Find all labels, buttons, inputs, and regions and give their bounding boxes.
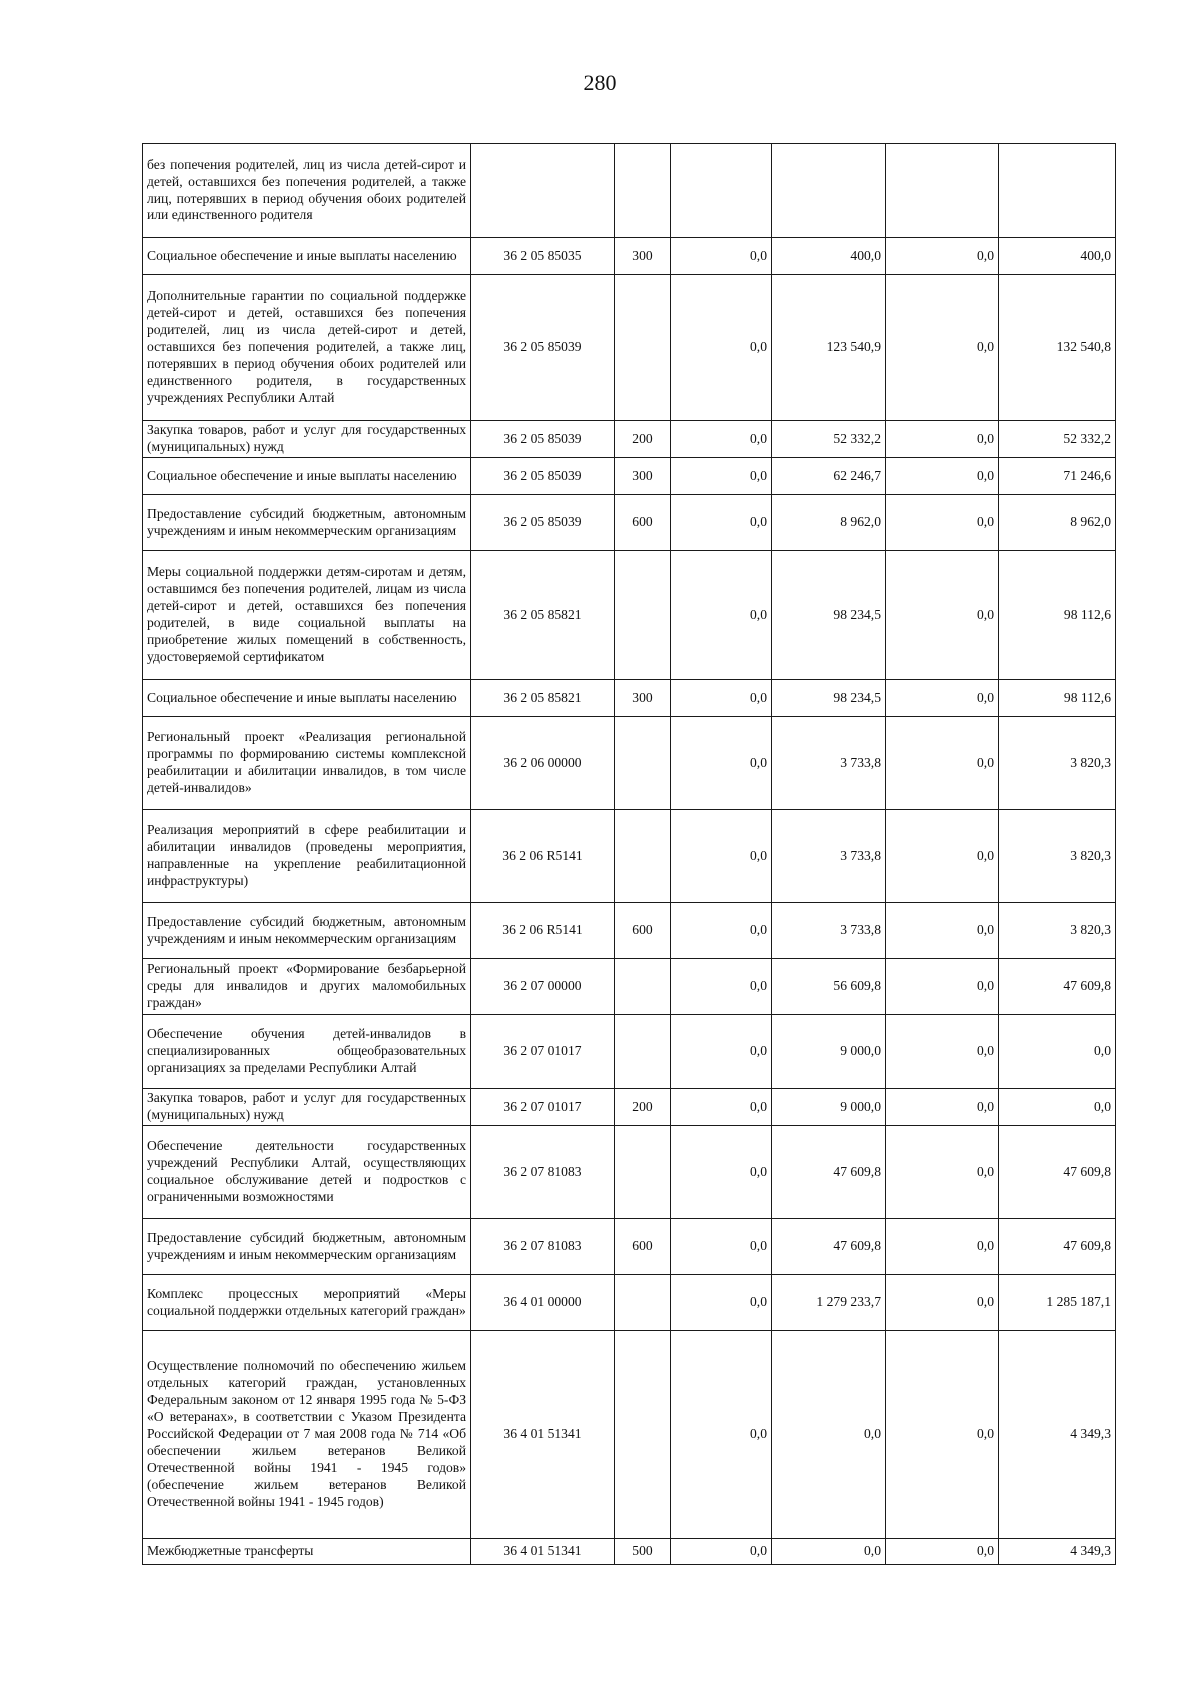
cell-expense-type [615,810,671,903]
cell-name: Предоставление субсидий бюджетным, автономным учреждениям и иным некоммерческим организациям [143,495,471,551]
cell-code: 36 2 05 85039 [471,421,615,458]
table-row [143,458,1116,495]
cell-value-1: 0,0 [671,1126,772,1219]
cell-code: 36 2 07 81083 [471,1219,615,1275]
table-row [143,144,1116,238]
cell-name: Региональный проект «Реализация региональной программы по формированию системы комплексной реабилитации и абилитации инвалидов, в том числе детей-инвалидов» [143,717,471,810]
cell-value-1: 0,0 [671,551,772,680]
cell-value-1: 0,0 [671,275,772,421]
table-row [143,421,1116,458]
table-row [143,903,1116,959]
cell-expense-type [615,1331,671,1539]
cell-expense-type [615,1126,671,1219]
cell-value-3: 0,0 [886,1539,999,1565]
cell-expense-type [615,1275,671,1331]
cell-expense-type: 600 [615,903,671,959]
cell-value-1: 0,0 [671,238,772,275]
cell-name: Осуществление полномочий по обеспечению жильем отдельных категорий граждан, установленных Федеральным законом от 12 января 1995 года № 5-ФЗ «О ветеранах», в соответствии с Указом Президента Российской Федерации от 7 мая 2008 года № 714 «Об обеспечении жильем ветеранов Великой Отечественной войны 1941 - 1945 годов» (обеспечение жильем ветеранов Великой Отечественной войны 1941 - 1945 годов) [143,1331,471,1539]
budget-table [142,143,1116,1565]
cell-code [471,144,615,238]
cell-value-2: 123 540,9 [772,275,886,421]
cell-value-4: 98 112,6 [999,680,1116,717]
cell-value-3: 0,0 [886,421,999,458]
cell-code: 36 2 07 01017 [471,1089,615,1126]
cell-code: 36 2 06 00000 [471,717,615,810]
cell-value-1: 0,0 [671,1539,772,1565]
cell-value-2: 0,0 [772,1539,886,1565]
cell-value-2: 98 234,5 [772,551,886,680]
cell-expense-type [615,717,671,810]
cell-value-2 [772,144,886,238]
cell-value-3: 0,0 [886,275,999,421]
cell-value-3: 0,0 [886,717,999,810]
table-row [143,495,1116,551]
cell-value-1: 0,0 [671,680,772,717]
cell-name: Предоставление субсидий бюджетным, автономным учреждениям и иным некоммерческим организациям [143,1219,471,1275]
table-row [143,1331,1116,1539]
cell-expense-type: 600 [615,495,671,551]
table-row [143,1015,1116,1089]
cell-value-2: 3 733,8 [772,903,886,959]
cell-code: 36 2 05 85821 [471,551,615,680]
cell-value-4: 47 609,8 [999,959,1116,1015]
cell-expense-type [615,144,671,238]
cell-value-2: 47 609,8 [772,1219,886,1275]
cell-name: Обеспечение деятельности государственных учреждений Республики Алтай, осуществляющих социальное обслуживание детей и подростков с ограниченными возможностями [143,1126,471,1219]
cell-value-4: 400,0 [999,238,1116,275]
cell-value-2: 3 733,8 [772,717,886,810]
table-row [143,717,1116,810]
cell-value-1: 0,0 [671,959,772,1015]
cell-value-1: 0,0 [671,421,772,458]
cell-value-1: 0,0 [671,1219,772,1275]
cell-value-4: 0,0 [999,1015,1116,1089]
cell-name: Реализация мероприятий в сфере реабилитации и абилитации инвалидов (проведены мероприятия, направленные на укрепление реабилитационной инфраструктуры) [143,810,471,903]
cell-value-2: 1 279 233,7 [772,1275,886,1331]
cell-value-4: 71 246,6 [999,458,1116,495]
cell-expense-type: 500 [615,1539,671,1565]
cell-code: 36 2 07 81083 [471,1126,615,1219]
cell-expense-type [615,1015,671,1089]
cell-name: Обеспечение обучения детей-инвалидов в специализированных общеобразовательных организациях за пределами Республики Алтай [143,1015,471,1089]
cell-value-4: 98 112,6 [999,551,1116,680]
table-row [143,275,1116,421]
cell-name: Социальное обеспечение и иные выплаты населению [143,458,471,495]
table-row [143,1219,1116,1275]
cell-code: 36 4 01 51341 [471,1331,615,1539]
table-row [143,551,1116,680]
cell-code: 36 2 06 R5141 [471,903,615,959]
cell-expense-type [615,275,671,421]
cell-value-3: 0,0 [886,1015,999,1089]
cell-value-4: 47 609,8 [999,1219,1116,1275]
cell-value-2: 9 000,0 [772,1089,886,1126]
cell-expense-type: 600 [615,1219,671,1275]
cell-expense-type: 200 [615,1089,671,1126]
cell-name: Социальное обеспечение и иные выплаты населению [143,238,471,275]
cell-value-3: 0,0 [886,1126,999,1219]
cell-code: 36 2 07 00000 [471,959,615,1015]
cell-name: Региональный проект «Формирование безбарьерной среды для инвалидов и других маломобильных граждан» [143,959,471,1015]
cell-value-3: 0,0 [886,903,999,959]
cell-name: Межбюджетные трансферты [143,1539,471,1565]
cell-name: Предоставление субсидий бюджетным, автономным учреждениям и иным некоммерческим организациям [143,903,471,959]
cell-value-1: 0,0 [671,717,772,810]
cell-value-4: 3 820,3 [999,810,1116,903]
table-row [143,238,1116,275]
cell-expense-type: 300 [615,680,671,717]
cell-value-4: 8 962,0 [999,495,1116,551]
cell-value-2: 62 246,7 [772,458,886,495]
cell-value-3: 0,0 [886,1219,999,1275]
table-row [143,959,1116,1015]
cell-value-2: 47 609,8 [772,1126,886,1219]
cell-value-2: 52 332,2 [772,421,886,458]
cell-value-2: 3 733,8 [772,810,886,903]
cell-value-1: 0,0 [671,495,772,551]
table-row [143,1539,1116,1565]
cell-value-4: 52 332,2 [999,421,1116,458]
table-row [143,1275,1116,1331]
cell-value-1 [671,144,772,238]
cell-value-3: 0,0 [886,495,999,551]
cell-code: 36 2 05 85039 [471,275,615,421]
cell-code: 36 2 07 01017 [471,1015,615,1089]
cell-code: 36 4 01 00000 [471,1275,615,1331]
cell-value-3: 0,0 [886,680,999,717]
cell-expense-type [615,551,671,680]
cell-value-4: 4 349,3 [999,1331,1116,1539]
cell-value-2: 0,0 [772,1331,886,1539]
cell-value-4: 3 820,3 [999,903,1116,959]
cell-code: 36 2 06 R5141 [471,810,615,903]
cell-code: 36 4 01 51341 [471,1539,615,1565]
cell-expense-type [615,959,671,1015]
cell-value-4: 0,0 [999,1089,1116,1126]
cell-value-2: 56 609,8 [772,959,886,1015]
cell-value-3: 0,0 [886,458,999,495]
cell-value-2: 400,0 [772,238,886,275]
cell-value-1: 0,0 [671,458,772,495]
cell-value-4: 132 540,8 [999,275,1116,421]
cell-expense-type: 300 [615,238,671,275]
cell-name: без попечения родителей, лиц из числа детей-сирот и детей, оставшихся без попечения родителей, а также лиц, потерявших в период обучения обоих родителей или единственного родителя [143,144,471,238]
page-number: 280 [583,70,617,95]
cell-value-3: 0,0 [886,810,999,903]
cell-value-4: 3 820,3 [999,717,1116,810]
cell-name: Дополнительные гарантии по социальной поддержке детей-сирот и детей, оставшихся без попечения родителей, лиц из числа детей-сирот и детей, оставшихся без попечения родителей, а также лиц, потерявших в период обучения обоих родителей или единственного родителя, в государственных учреждениях Республики Алтай [143,275,471,421]
cell-name: Закупка товаров, работ и услуг для государственных (муниципальных) нужд [143,421,471,458]
cell-expense-type: 300 [615,458,671,495]
cell-value-3: 0,0 [886,1275,999,1331]
cell-name: Социальное обеспечение и иные выплаты населению [143,680,471,717]
table-row [143,810,1116,903]
cell-value-3: 0,0 [886,238,999,275]
cell-value-1: 0,0 [671,810,772,903]
cell-value-4 [999,144,1116,238]
cell-value-3 [886,144,999,238]
cell-name: Меры социальной поддержки детям-сиротам и детям, оставшимся без попечения родителей, лицам из числа детей-сирот и детей, оставшихся без попечения родителей, в виде социальной выплаты на приобретение жилых помещений в собственность, удостоверяемой сертификатом [143,551,471,680]
table-row [143,680,1116,717]
cell-expense-type: 200 [615,421,671,458]
cell-value-3: 0,0 [886,1089,999,1126]
cell-code: 36 2 05 85039 [471,495,615,551]
cell-value-1: 0,0 [671,1331,772,1539]
cell-value-4: 47 609,8 [999,1126,1116,1219]
cell-value-3: 0,0 [886,1331,999,1539]
cell-value-1: 0,0 [671,1089,772,1126]
cell-value-3: 0,0 [886,959,999,1015]
cell-value-2: 9 000,0 [772,1015,886,1089]
cell-value-1: 0,0 [671,1275,772,1331]
cell-value-2: 98 234,5 [772,680,886,717]
cell-value-4: 1 285 187,1 [999,1275,1116,1331]
cell-value-4: 4 349,3 [999,1539,1116,1565]
table-body [143,144,1116,1565]
cell-value-3: 0,0 [886,551,999,680]
cell-value-2: 8 962,0 [772,495,886,551]
cell-name: Комплекс процессных мероприятий «Меры социальной поддержки отдельных категорий граждан» [143,1275,471,1331]
cell-code: 36 2 05 85821 [471,680,615,717]
cell-code: 36 2 05 85039 [471,458,615,495]
cell-value-1: 0,0 [671,903,772,959]
cell-code: 36 2 05 85035 [471,238,615,275]
cell-name: Закупка товаров, работ и услуг для государственных (муниципальных) нужд [143,1089,471,1126]
cell-value-1: 0,0 [671,1015,772,1089]
table-row [143,1126,1116,1219]
table-row [143,1089,1116,1126]
